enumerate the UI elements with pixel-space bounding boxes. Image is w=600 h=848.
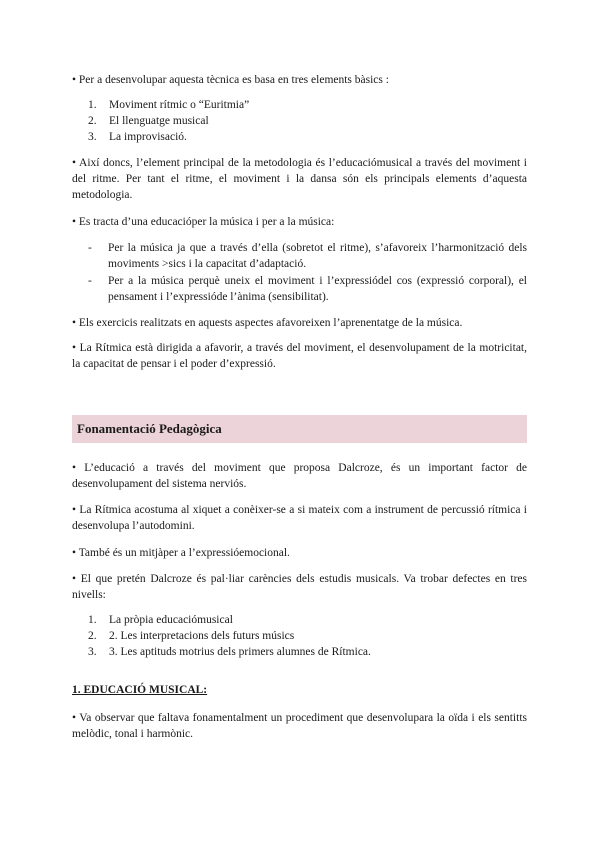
educacio-moviment-paragraph: • L’educació a través del moviment que proposa Dalcroze, és un important factor de desenvolupament del sistema nerviós. xyxy=(72,462,527,490)
dash-list-item xyxy=(88,273,527,305)
list-number: 1. xyxy=(88,614,97,626)
preten-paragraph: • El que pretén Dalcroze és pal·liar carències dels estudis musicals. Va trobar defectes en tres nivells: xyxy=(72,573,527,601)
list-number: 2. xyxy=(88,630,97,642)
educacio-musica-paragraph: • Es tracta d’una educacióper la música i per a la música: xyxy=(72,216,335,228)
section-banner xyxy=(72,415,527,443)
list-text: La pròpia educaciómusical xyxy=(109,614,233,626)
dash-list-item xyxy=(88,240,527,272)
list-item xyxy=(88,645,371,661)
list-text: El llenguatge musical xyxy=(109,115,209,127)
list-item xyxy=(88,130,187,146)
dash-item-text: Per a la música perquè uneix el moviment i l’expressiódel cos (expressió corporal), el pensament i l’expressióde l’ànima (sensibilitat). xyxy=(108,275,527,303)
elements-intro-paragraph: • Per a desenvolupar aquesta tècnica es basa en tres elements bàsics : xyxy=(72,74,389,86)
list-text: Moviment rítmic o “Euritmia” xyxy=(109,99,250,111)
list-number: 3. xyxy=(88,131,97,143)
list-text: 2. Les interpretacions dels futurs músics xyxy=(109,630,295,642)
list-number: 3. xyxy=(88,646,97,658)
subsection-heading: 1. EDUCACIÓ MUSICAL: xyxy=(72,684,208,696)
list-text: 3. Les aptituds motrius dels primers alumnes de Rítmica. xyxy=(109,646,371,658)
list-item xyxy=(88,114,209,130)
dash-item-text: Per la música ja que a través d’ella (sobretot el ritme), s’afavoreix l’harmonització dels moviments >sics i la capacitat d’adaptació. xyxy=(108,242,527,270)
list-number: 2. xyxy=(88,115,97,127)
section-title: Fonamentació Pedagògica xyxy=(77,421,222,436)
list-item xyxy=(88,629,294,645)
list-item xyxy=(88,613,233,629)
element-principal-paragraph: • Així doncs, l’element principal de la metodologia és l’educaciómusical a través del moviment i del ritme. Per tant el ritme, el moviment i la dansa són els principals elements d’aquesta metodologia. xyxy=(72,157,527,201)
mitja-paragraph: • També és un mitjàper a l’expressióemocional. xyxy=(72,547,290,559)
list-text: La improvisació. xyxy=(109,131,187,143)
list-item xyxy=(88,98,249,114)
oida-paragraph: • Va observar que faltava fonamentalment un procediment que desenvolupara la oïda i els sentitts melòdic, tonal i harmònic. xyxy=(72,712,527,740)
ritmica-paragraph: • La Rítmica està dirigida a afavorir, a través del moviment, el desenvolupament de la motricitat, la capacitat de pensar i el poder d’expressió. xyxy=(72,342,527,370)
dash-marker: - xyxy=(88,242,92,254)
list-number: 1. xyxy=(88,99,97,111)
xiquet-paragraph: • La Rítmica acostuma al xiquet a conèixer-se a si mateix com a instrument de percussió rítmica i desenvolupa l’autodomini. xyxy=(72,504,527,532)
exercicis-paragraph: • Els exercicis realitzats en aquests aspectes afavoreixen l’aprenentatge de la música. xyxy=(72,317,463,329)
dash-marker: - xyxy=(88,275,92,287)
